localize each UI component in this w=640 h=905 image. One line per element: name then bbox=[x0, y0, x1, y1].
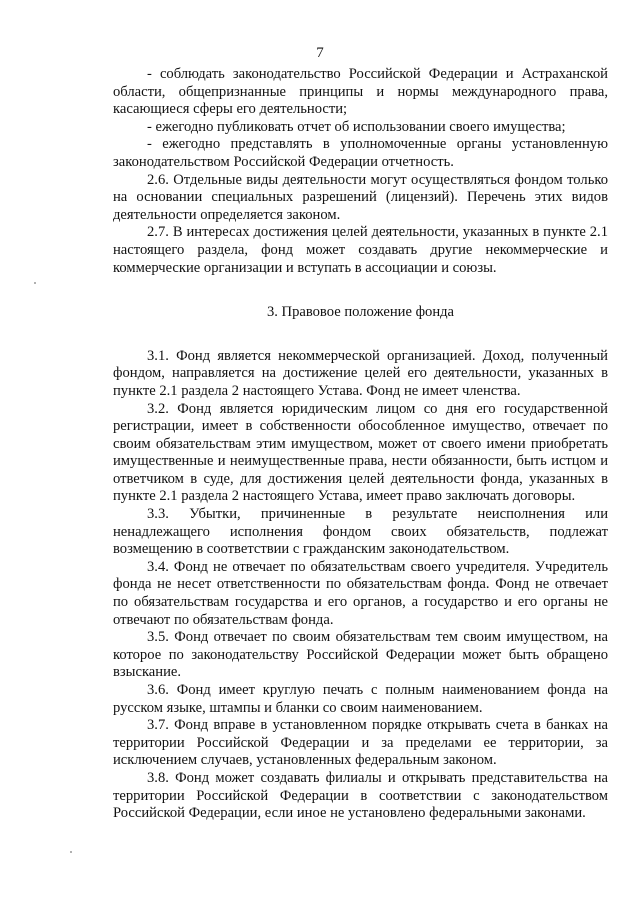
clause-3-6: 3.6. Фонд имеет круглую печать с полным наименованием фонда на русском языке, штампы и бланки со своим наименованием. bbox=[113, 682, 608, 716]
page-number: 7 bbox=[316, 45, 324, 61]
obligation-item: - соблюдать законодательство Российской Федерации и Астраханской области, общепризнанные принципы и нормы международного права, касающиеся сферы его деятельности; bbox=[113, 66, 608, 118]
scan-speck bbox=[70, 851, 72, 853]
section-heading: 3. Правовое положение фонда bbox=[266, 304, 455, 321]
clause-2-6: 2.6. Отдельные виды деятельности могут осуществляться фондом только на основании специальных разрешений (лицензий). Перечень этих видов деятельности определяется законом. bbox=[113, 171, 608, 223]
clause-2-7: 2.7. В интересах достижения целей деятельности, указанных в пункте 2.1 настоящего раздела, фонд может создавать другие некоммерческие и коммерческие организации и вступать в ассоциации и союзы. bbox=[113, 224, 608, 276]
clause-3-8: 3.8. Фонд может создавать филиалы и открывать представительства на территории Российской Федерации в соответствии с законодательством Российской Федерации, если иное не установлено федеральными законами. bbox=[113, 769, 608, 822]
clause-3-1: 3.1. Фонд является некоммерческой организацией. Доход, полученный фондом, направляется на достижение целей его деятельности, указанных в пункте 2.1 раздела 2 настоящего Устава. Фонд не имеет членства. bbox=[113, 347, 608, 399]
clause-3-3: 3.3. Убытки, причиненные в результате неисполнения или ненадлежащего исполнения фондом своих обязательств, подлежат возмещению в соответствии с гражданским законодательством. bbox=[113, 506, 608, 558]
clause-3-4: 3.4. Фонд не отвечает по обязательствам своего учредителя. Учредитель фонда не несет ответственности по обязательствам фонда. Фонд не отвечает по обязательствам государства и его органов, а государство и его органы не отвечают по обязательствам фонда. bbox=[113, 558, 608, 628]
clause-3-7: 3.7. Фонд вправе в установленном порядке открывать счета в банках на территории Российской Федерации и за пределами ее территории, за исключением случаев, установленных федеральным законом. bbox=[113, 717, 608, 769]
clause-3-5: 3.5. Фонд отвечает по своим обязательствам тем своим имуществом, на которое по законодательству Российской Федерации может быть обращено взыскание. bbox=[113, 629, 608, 681]
document-body bbox=[113, 66, 608, 823]
obligation-item: - ежегодно публиковать отчет об использовании своего имущества; bbox=[147, 118, 566, 135]
scan-speck bbox=[34, 282, 36, 284]
obligation-item: - ежегодно представлять в уполномоченные органы установленную законодательством Российской Федерации отчетность. bbox=[113, 136, 608, 170]
clause-3-2: 3.2. Фонд является юридическим лицом со дня его государственной регистрации, имеет в собственности обособленное имущество, отвечает по своим обязательствам этим имуществом, может от своего имени приобретать имущественные и неимущественные права, нести обязанности, быть истцом и ответчиком в суде, для достижения целей деятельности фонда, указанных в пункте 2.1 раздела 2 настоящего Устава, имеет право заключать договоры. bbox=[113, 400, 608, 505]
